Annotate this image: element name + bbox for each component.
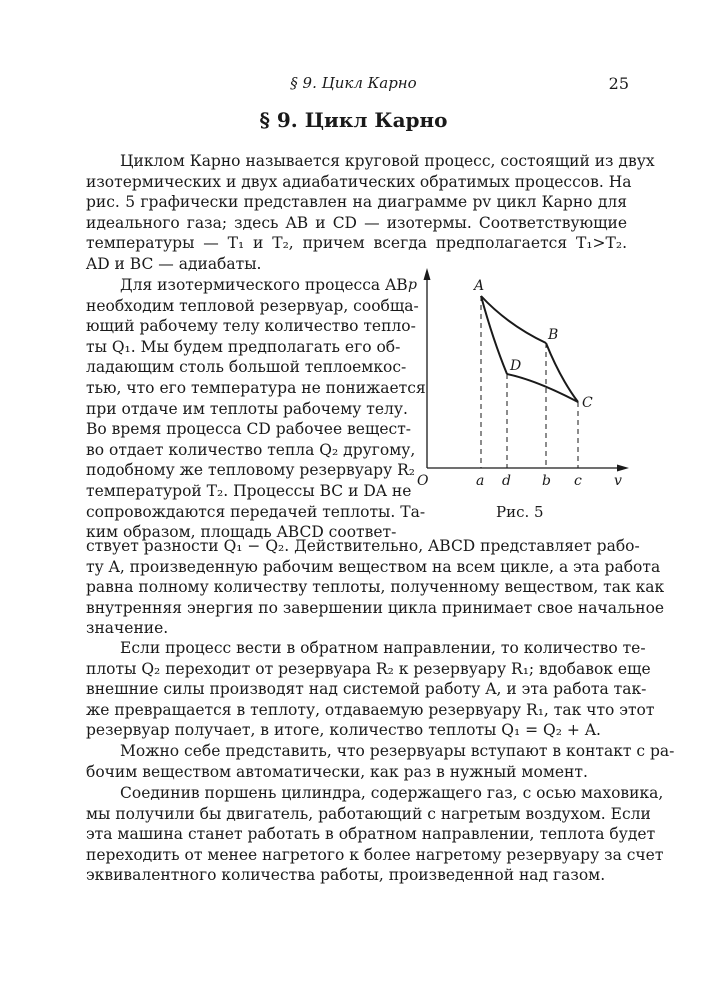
tick-label-b: b	[542, 473, 551, 489]
text-line: Во время процесса CD рабочее вещест-	[86, 420, 412, 439]
text-line: во отдает количество тепла Q₂ другому,	[86, 440, 416, 459]
isotherm-ab	[481, 296, 546, 343]
tick-label-c: c	[574, 473, 582, 489]
text-line: равна полному количеству теплоты, полученному веществом, так как	[86, 578, 665, 597]
section-heading: § 9. Цикл Карно	[259, 108, 448, 132]
text-line: ким образом, площадь ABCD соответ-	[86, 523, 397, 542]
text-line: Если процесс вести в обратном направлении, то количество те-	[120, 639, 646, 657]
text-line: резервуар получает, в итоге, количество теплоты Q₁ = Q₂ + A.	[86, 721, 601, 740]
tick-label-a: a	[476, 473, 485, 489]
text-line: ты Q₁. Мы будем предполагать его об-	[86, 337, 401, 356]
text-line: при отдаче им теплоты рабочему телу.	[86, 399, 408, 418]
text-line: температуры — T₁ и T₂, причем всегда предполагается T₁>T₂.	[86, 234, 627, 253]
text-line: необходим тепловой резервуар, сообща-	[86, 296, 419, 315]
text-line: переходить от менее нагретого к более нагретому резервуару за счет	[86, 845, 664, 864]
text-line: ту A, произведенную рабочим веществом на всем цикле, а эта работа	[86, 557, 661, 576]
text-line: идеального газа; здесь AB и CD — изотермы. Соответствующие	[86, 213, 627, 232]
text-line: эта машина станет работать в обратном направлении, теплота будет	[86, 825, 656, 844]
text-line: плоты Q₂ переходит от резервуара R₂ к резервуару R₁; вдобавок еще	[86, 659, 651, 678]
point-label-a: A	[474, 278, 485, 294]
text-line: рис. 5 графически представлен на диаграмме pv цикл Карно для	[86, 193, 627, 212]
text-line: Циклом Карно называется круговой процесс, состоящий из двух	[120, 152, 655, 170]
text-line: ладающим столь большой теплоемкос-	[86, 358, 407, 377]
axis-label-p: p	[408, 277, 417, 293]
paragraph-5	[86, 783, 664, 886]
text-line: значение.	[86, 619, 169, 638]
text-line: Для изотермического процесса AB	[120, 276, 408, 294]
origin-label: O	[417, 473, 429, 489]
point-label-c: C	[582, 395, 593, 411]
paragraph-2-continued	[86, 536, 665, 639]
point-label-d: D	[510, 358, 522, 374]
text-line: ствует разности Q₁ − Q₂. Действительно, ABCD представляет рабо-	[86, 537, 640, 555]
running-header-title: § 9. Цикл Карно	[290, 74, 417, 92]
text-line: Соединив поршень цилиндра, содержащего газ, с осью маховика,	[120, 784, 664, 802]
text-line: бочим веществом автоматически, как раз в нужный момент.	[86, 762, 588, 781]
text-line: ющий рабочему телу количество тепло-	[86, 317, 416, 336]
text-line: внешние силы производят над системой работу A, и эта работа так-	[86, 680, 647, 699]
carnot-cycle-diagram	[398, 264, 638, 524]
text-line: тью, что его температура не понижается	[86, 378, 426, 397]
tick-label-d: d	[502, 473, 511, 489]
page-number: 25	[608, 74, 629, 93]
text-line: изотермических и двух адиабатических обратимых процессов. На	[86, 172, 632, 191]
paragraph-4	[86, 741, 675, 782]
v-axis-arrow	[617, 465, 629, 472]
axis-label-v: v	[614, 473, 622, 489]
text-line: подобному же тепловому резервуару R₂	[86, 461, 415, 480]
paragraph-3	[86, 638, 655, 741]
paragraph-1	[86, 151, 655, 275]
text-line: температурой T₂. Процессы BC и DA не	[86, 481, 412, 500]
text-line: Можно себе представить, что резервуары вступают в контакт с ра-	[120, 742, 675, 760]
text-line: AD и BC — адиабаты.	[86, 254, 262, 273]
text-line: же превращается в теплоту, отдаваемую резервуару R₁, так что этот	[86, 700, 655, 719]
text-line: внутренняя энергия по завершении цикла принимает свое начальное	[86, 598, 665, 617]
text-line: эквивалентного количества работы, произведенной над газом.	[86, 866, 606, 885]
figure-caption: Рис. 5	[496, 503, 544, 521]
p-axis-arrow	[424, 268, 431, 280]
text-line: мы получили бы двигатель, работающий с нагретым воздухом. Если	[86, 804, 651, 823]
point-label-b: B	[548, 327, 559, 343]
paragraph-2-wrapped	[86, 275, 426, 543]
text-line: сопровождаются передачей теплоты. Та-	[86, 502, 426, 521]
